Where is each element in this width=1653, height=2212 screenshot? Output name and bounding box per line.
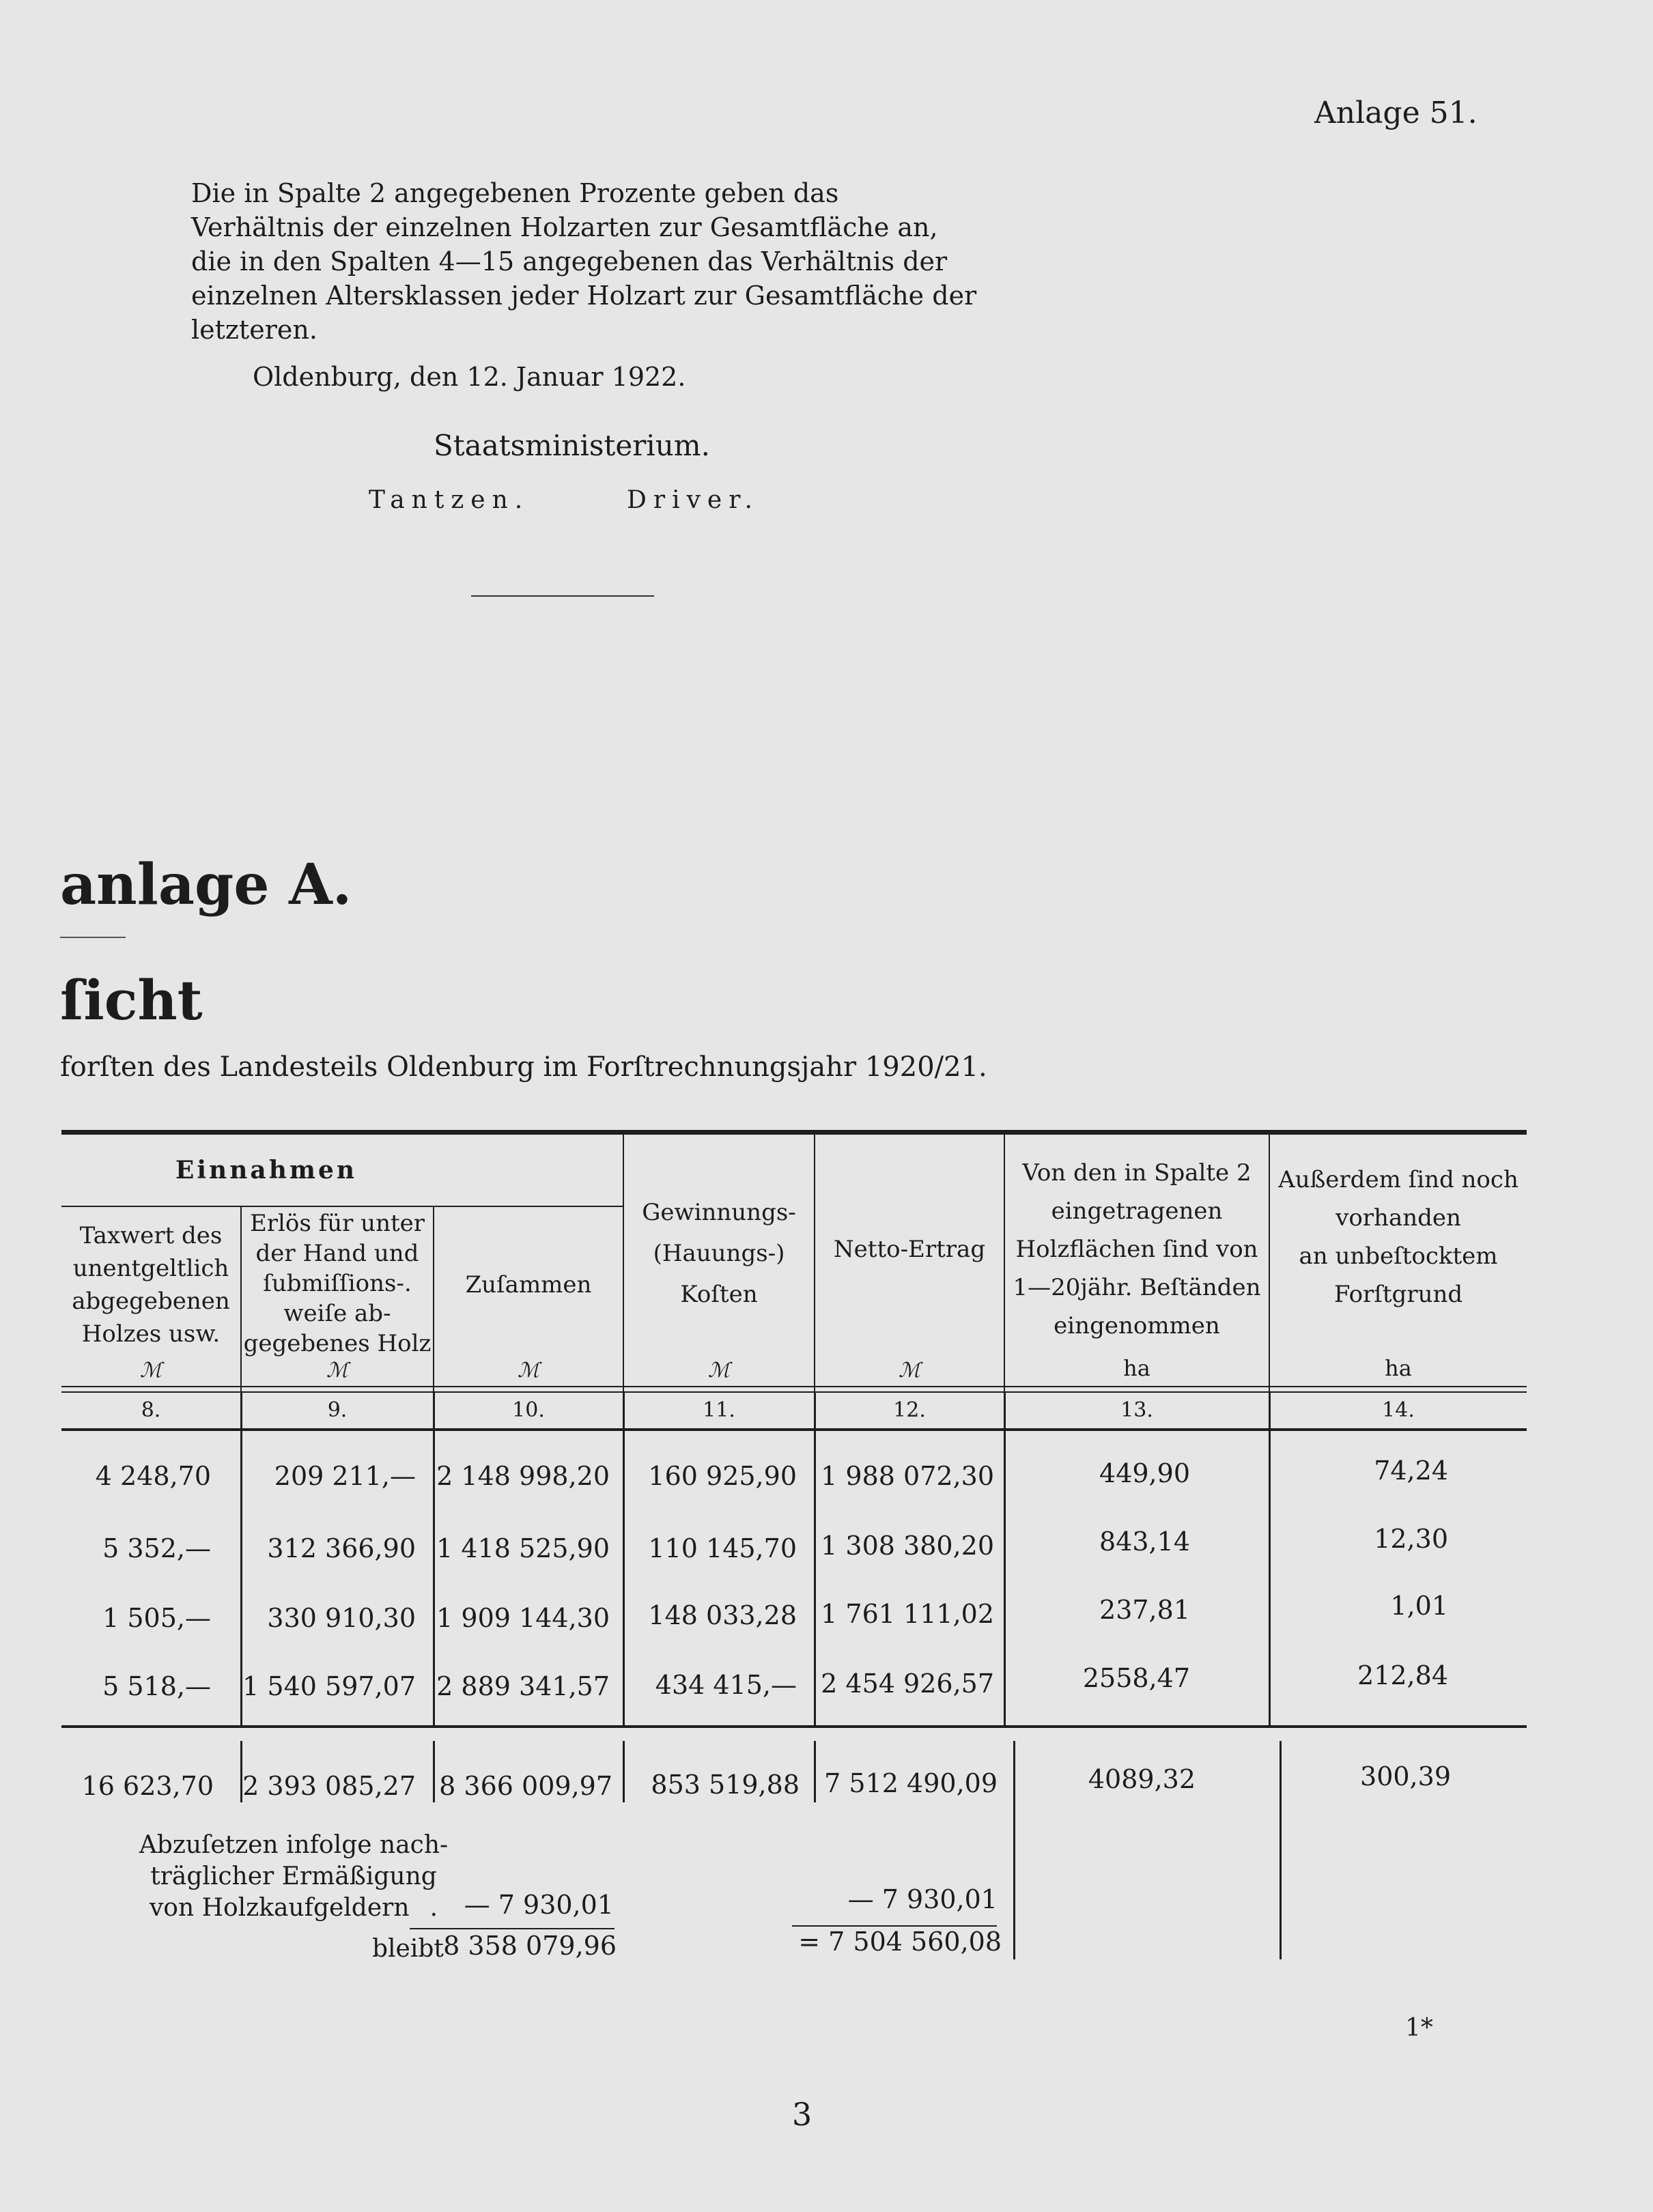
signature-tantzen: Tantzen.: [369, 486, 530, 514]
section-subheading: ſicht: [60, 968, 203, 1032]
table-top-rule: [61, 1130, 1527, 1135]
column-header-8: Taxwert des unentgeltlich abgegebenen Holzes usw.: [72, 1222, 230, 1348]
column-header-12: Netto-Ertrag: [833, 1236, 986, 1263]
cell: 1,01: [1390, 1591, 1448, 1621]
section-subtitle: forſten des Landesteils Oldenburg im Forſtrechnungsjahr 1920/21.: [60, 1051, 987, 1083]
column-number: 9.: [327, 1398, 348, 1422]
header-rule: [61, 1386, 1527, 1387]
unit-label: ℳ: [898, 1359, 921, 1382]
annex-label: Anlage 51.: [1314, 96, 1478, 130]
column-divider: [623, 1741, 625, 1802]
deduction-value-col12: — 7 930,01: [847, 1884, 998, 1914]
unit-label: ha: [1123, 1355, 1150, 1381]
cell: 74,24: [1374, 1456, 1448, 1486]
column-number: 8.: [141, 1398, 161, 1422]
cell: 1 505,—: [102, 1603, 211, 1633]
remaining-label: bleibt: [372, 1935, 444, 1963]
cell: 449,90: [1099, 1458, 1190, 1488]
column-header-14: Außerdem ſind noch vorhanden an unbeſtocktem Forſtgrund: [1278, 1166, 1518, 1308]
column-number: 12.: [893, 1398, 926, 1422]
place-date: Oldenburg, den 12. Januar 1922.: [253, 362, 686, 392]
group-header-einnahmen: Einnahmen: [175, 1156, 358, 1185]
column-divider: [433, 1741, 435, 1802]
cell: 843,14: [1099, 1527, 1190, 1557]
column-number: 10.: [512, 1398, 545, 1422]
cell: 2 148 998,20: [436, 1461, 610, 1491]
column-divider: [814, 1741, 816, 1802]
page-number: 3: [792, 2096, 813, 2133]
deduction-label: Abzuſetzen infolge nach- träglicher Ermäßigung von Holzkaufgeldern .: [139, 1831, 449, 1922]
unit-label: ℳ: [517, 1359, 540, 1382]
cell: 110 145,70: [648, 1533, 797, 1563]
cell: 1 761 111,02: [821, 1599, 994, 1629]
total-cell: 7 512 490,09: [824, 1768, 998, 1798]
column-divider: [1269, 1431, 1271, 1726]
cell: 1 418 525,90: [436, 1533, 610, 1563]
intro-line: Die in Spalte 2 angegebenen Prozente geben das: [191, 178, 839, 208]
total-cell: 853 519,88: [651, 1770, 800, 1800]
unit-label: ℳ: [139, 1359, 163, 1382]
column-header-13: Von den in Spalte 2 eingetragenen Holzflächen ſind von 1—20jähr. Beſtänden eingenommen: [1013, 1159, 1261, 1339]
unit-label: ℳ: [326, 1359, 349, 1382]
header-rule: [61, 1391, 1527, 1393]
intro-paragraph: [191, 176, 977, 347]
separator-rule: [471, 595, 654, 597]
cell: 1 988 072,30: [821, 1461, 994, 1491]
heading-rule: [60, 937, 126, 938]
column-header-9: Erlös für unter der Hand und ſubmiſſions-. weiſe ab- gegebenes Holz: [243, 1210, 432, 1357]
cell: 1 909 144,30: [436, 1603, 610, 1633]
cell: 237,81: [1099, 1595, 1190, 1625]
cell: 5 352,—: [102, 1533, 211, 1563]
cell: 434 415,—: [655, 1670, 797, 1700]
column-number: 13.: [1120, 1398, 1153, 1422]
column-divider: [623, 1431, 625, 1726]
column-divider: [814, 1431, 816, 1726]
total-cell: 2 393 085,27: [242, 1771, 416, 1801]
number-rule: [61, 1428, 1527, 1431]
deduction-rule-col10: [410, 1928, 614, 1929]
deduction-value-col10: — 7 930,01: [464, 1890, 614, 1920]
total-cell: 4089,32: [1088, 1764, 1196, 1794]
intro-line: letzteren.: [191, 315, 317, 345]
total-cell: 300,39: [1360, 1761, 1451, 1791]
cell: 209 211,—: [274, 1461, 416, 1491]
cell: 160 925,90: [648, 1461, 797, 1491]
totals-rule: [61, 1725, 1527, 1728]
column-divider: [1013, 1741, 1015, 1959]
cell: 148 033,28: [648, 1600, 797, 1630]
unit-label: ℳ: [707, 1359, 731, 1382]
column-divider: [1004, 1431, 1006, 1726]
signature-driver: Driver.: [627, 486, 759, 514]
cell: 2 454 926,57: [821, 1669, 994, 1699]
cell: 2558,47: [1082, 1663, 1190, 1693]
cell: 5 518,—: [102, 1671, 211, 1701]
total-cell: 8 366 009,97: [439, 1771, 612, 1801]
cell: 212,84: [1357, 1660, 1448, 1690]
remaining-value-col12: = 7 504 560,08: [798, 1927, 1002, 1957]
cell: 1 308 380,20: [821, 1531, 994, 1561]
total-cell: 16 623,70: [81, 1771, 214, 1801]
column-header-10: Zuſammen: [465, 1271, 592, 1299]
cell: 12,30: [1374, 1524, 1448, 1554]
section-heading: anlage A.: [60, 852, 352, 918]
signature-mark: 1*: [1405, 2014, 1433, 2042]
cell: 1 540 597,07: [242, 1671, 416, 1701]
column-divider: [433, 1431, 435, 1726]
column-number: 11.: [703, 1398, 735, 1422]
cell: 330 910,30: [267, 1603, 416, 1633]
column-number: 14.: [1382, 1398, 1415, 1422]
column-header-11: Gewinnungs- (Hauungs-) Koſten: [642, 1199, 796, 1308]
cell: 4 248,70: [95, 1461, 211, 1491]
column-divider: [1280, 1741, 1282, 1959]
intro-line: einzelnen Altersklassen jeder Holzart zur Gesamtfläche der: [191, 281, 977, 311]
remaining-value-col10: 8 358 079,96: [443, 1931, 617, 1961]
intro-line: Verhältnis der einzelnen Holzarten zur Gesamtfläche an,: [191, 212, 938, 242]
cell: 2 889 341,57: [436, 1671, 610, 1701]
group-header-rule: [61, 1206, 623, 1207]
unit-label: ha: [1385, 1355, 1412, 1381]
ministry-name: Staatsministerium.: [434, 429, 710, 462]
intro-line: die in den Spalten 4—15 angegebenen das Verhältnis der: [191, 246, 948, 276]
cell: 312 366,90: [267, 1533, 416, 1563]
